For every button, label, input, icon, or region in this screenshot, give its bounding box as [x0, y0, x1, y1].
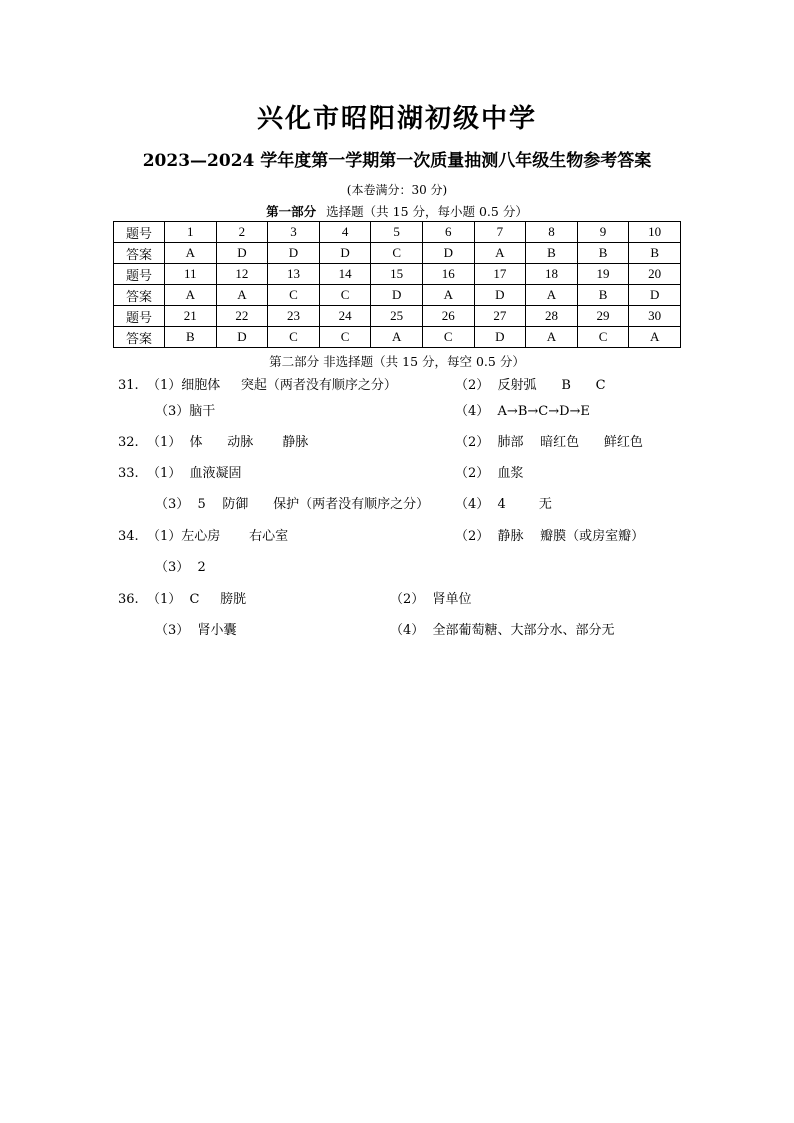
answer-cell: A	[371, 327, 423, 348]
q34-part2: （2） 静脉 瓣膜（或房室瓣）	[455, 529, 645, 544]
question-number-cell: 17	[474, 264, 526, 285]
q33-part3: （3） 5 防御 保护（两者没有顺序之分）	[155, 497, 430, 512]
q31-part2: （2） 反射弧 B C	[455, 378, 606, 393]
question-number-cell: 16	[422, 264, 474, 285]
question-number-cell: 4	[319, 222, 371, 243]
answer-cell: D	[216, 243, 268, 264]
answer-cell: A	[526, 327, 578, 348]
q31-part1: 31. （1）细胞体 突起（两者没有顺序之分）	[118, 378, 397, 393]
answer-table	[113, 221, 681, 348]
question-number-cell: 13	[268, 264, 320, 285]
answer-cell: D	[268, 243, 320, 264]
question-number-cell: 30	[629, 306, 681, 327]
question-number-cell: 29	[577, 306, 629, 327]
answer-cell: D	[422, 243, 474, 264]
full-score-note: (本卷满分：30 分)	[346, 183, 448, 197]
part2-heading: 第二部分 非选择题（共 15 分，每空 0.5 分）	[269, 354, 525, 369]
question-number-cell: 3	[268, 222, 320, 243]
question-number-cell: 8	[526, 222, 578, 243]
question-number-cell: 26	[422, 306, 474, 327]
document-subtitle: 2023—2024 学年度第一学期第一次质量抽测八年级生物参考答案	[142, 151, 652, 171]
question-number-cell: 18	[526, 264, 578, 285]
question-number-cell: 9	[577, 222, 629, 243]
table-row-answers	[114, 285, 681, 306]
q33-part1: 33. （1） 血液凝固	[118, 466, 242, 481]
question-number-cell: 19	[577, 264, 629, 285]
answer-cell: C	[319, 285, 371, 306]
question-number-cell: 22	[216, 306, 268, 327]
table-row-answers	[114, 243, 681, 264]
question-number-cell: 12	[216, 264, 268, 285]
answer-cell: D	[474, 327, 526, 348]
question-number-cell: 15	[371, 264, 423, 285]
q32-part2: （2） 肺部 暗红色 鲜红色	[455, 435, 643, 450]
row-header-answer: 答案	[114, 327, 165, 348]
row-header-num: 题号	[114, 264, 165, 285]
row-header-num: 题号	[114, 222, 165, 243]
q34-part3: （3） 2	[155, 560, 206, 575]
answer-cell: C	[319, 327, 371, 348]
part1-desc: 选择题（共 15 分，每小题 0.5 分）	[326, 204, 528, 219]
question-number-cell: 27	[474, 306, 526, 327]
answer-cell: C	[268, 285, 320, 306]
answer-cell: C	[577, 327, 629, 348]
q32-part1: 32. （1） 体 动脉 静脉	[118, 435, 309, 450]
table-row-answers	[114, 327, 681, 348]
row-header-answer: 答案	[114, 285, 165, 306]
q33-part4: （4） 4 无	[455, 497, 552, 512]
school-title: 兴化市昭阳湖初级中学	[256, 104, 537, 134]
question-number-cell: 28	[526, 306, 578, 327]
part1-heading	[0, 202, 794, 220]
part1-label: 第一部分	[266, 204, 317, 219]
answer-cell: B	[165, 327, 217, 348]
q33-part2: （2） 血浆	[455, 466, 524, 481]
answer-cell: C	[268, 327, 320, 348]
question-number-cell: 2	[216, 222, 268, 243]
answer-cell: B	[577, 285, 629, 306]
answer-cell: B	[577, 243, 629, 264]
question-number-cell: 10	[629, 222, 681, 243]
question-number-cell: 21	[165, 306, 217, 327]
question-number-cell: 25	[371, 306, 423, 327]
question-number-cell: 5	[371, 222, 423, 243]
answer-cell: A	[165, 243, 217, 264]
answer-cell: B	[526, 243, 578, 264]
answer-cell: A	[422, 285, 474, 306]
question-number-cell: 14	[319, 264, 371, 285]
question-number-cell: 1	[165, 222, 217, 243]
answer-cell: D	[474, 285, 526, 306]
row-header-num: 题号	[114, 306, 165, 327]
question-number-cell: 11	[165, 264, 217, 285]
answer-cell: A	[216, 285, 268, 306]
question-number-cell: 7	[474, 222, 526, 243]
q34-part1: 34. （1）左心房 右心室	[118, 529, 289, 544]
answer-cell: C	[371, 243, 423, 264]
table-row-numbers	[114, 306, 681, 327]
answer-cell: D	[371, 285, 423, 306]
answer-cell: B	[629, 243, 681, 264]
q31-part3: （3）脑干	[155, 404, 216, 419]
row-header-answer: 答案	[114, 243, 165, 264]
answer-cell: C	[422, 327, 474, 348]
table-row-numbers	[114, 222, 681, 243]
q36-part4: （4） 全部葡萄糖、大部分水、部分无	[390, 623, 615, 638]
answer-cell: A	[526, 285, 578, 306]
answer-cell: A	[165, 285, 217, 306]
question-number-cell: 24	[319, 306, 371, 327]
table-row-numbers	[114, 264, 681, 285]
q36-part3: （3） 肾小囊	[155, 623, 237, 638]
answer-cell: D	[319, 243, 371, 264]
q36-part1: 36. （1） C 膀胱	[118, 592, 247, 607]
answer-cell: D	[629, 285, 681, 306]
answer-cell: A	[629, 327, 681, 348]
question-number-cell: 6	[422, 222, 474, 243]
q31-part4: （4） A→B→C→D→E	[455, 404, 590, 419]
question-number-cell: 23	[268, 306, 320, 327]
q36-part2: （2） 肾单位	[390, 592, 472, 607]
answer-cell: D	[216, 327, 268, 348]
question-number-cell: 20	[629, 264, 681, 285]
answer-cell: A	[474, 243, 526, 264]
